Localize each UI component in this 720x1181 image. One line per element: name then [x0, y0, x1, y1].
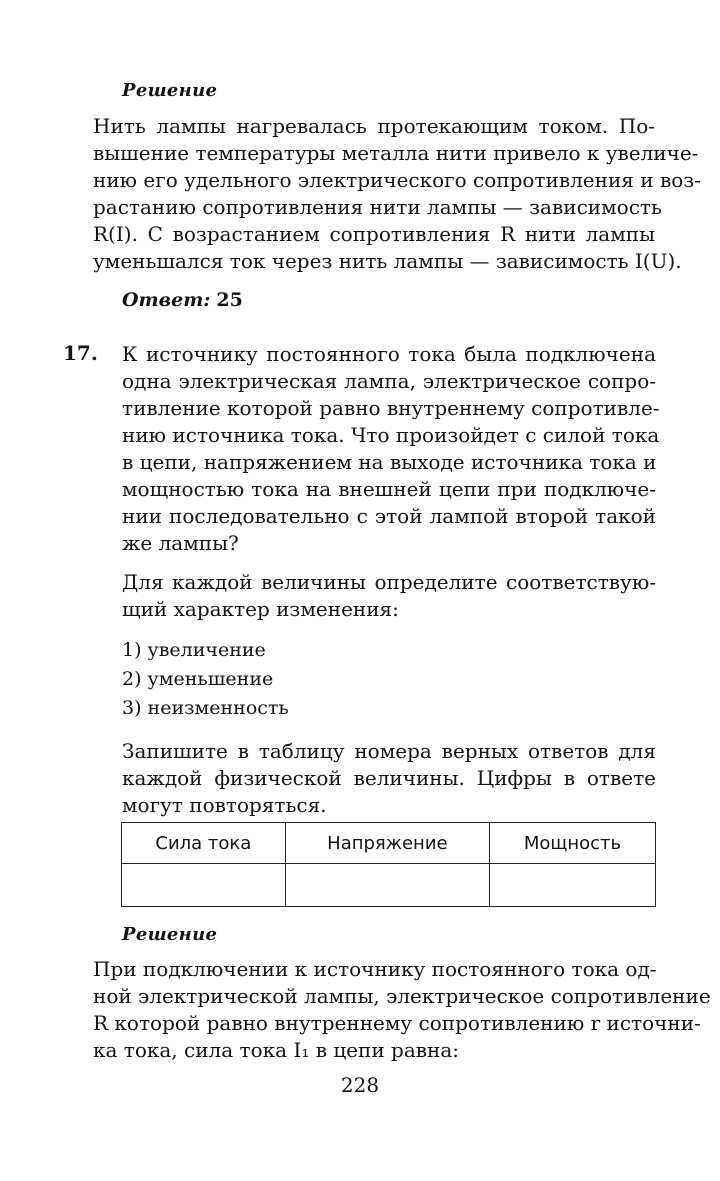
text-line: нии последовательно с этой лампой второй такой — [122, 504, 656, 528]
text-line: тивление которой равно внутреннему сопротивле- — [122, 396, 660, 420]
text-line: щий характер изменения: — [122, 597, 399, 621]
task-statement — [122, 341, 660, 557]
text-line: каждой физической величины. Цифры в ответе — [122, 766, 656, 790]
text-line: уменьшался ток через нить лампы — зависимость I(U). — [93, 249, 682, 273]
solution-paragraph-2 — [93, 956, 711, 1064]
text-line: же лампы? — [122, 531, 239, 555]
solution-paragraph — [93, 113, 701, 275]
text-line: ка тока, сила тока I₁ в цепи равна: — [93, 1038, 460, 1062]
text-line: одна электрическая лампа, электрическое сопро- — [122, 369, 656, 393]
text-line: R которой равно внутреннему сопротивлению r источни- — [93, 1011, 701, 1035]
option-item: 1) увеличение — [122, 639, 266, 661]
text-line: При подключении к источнику постоянного тока од- — [93, 957, 657, 981]
text-line: нию его удельного электрического сопротивления и воз- — [93, 168, 701, 192]
answer-cell-current[interactable] — [122, 864, 286, 907]
option-item: 3) неизменность — [122, 697, 289, 719]
text-line: в цепи, напряжением на выходе источника тока и — [122, 450, 657, 474]
table-instruction — [122, 738, 656, 819]
text-line: мощностью тока на внешней цепи при подключе- — [122, 477, 656, 501]
text-line: ной электрической лампы, электрическое сопротивление — [93, 984, 711, 1008]
task-instruction — [122, 569, 656, 623]
text-line: нию источника тока. Что произойдет с силой тока — [122, 423, 660, 447]
solution-heading: Решение — [122, 80, 218, 101]
text-line: Для каждой величины определите соответствую- — [122, 570, 656, 594]
text-line: могут повторяться. — [122, 793, 327, 817]
table-header-row — [122, 823, 656, 864]
header-voltage: Напряжение — [285, 823, 489, 864]
text-line: растанию сопротивления нити лампы — зависимость — [93, 195, 662, 219]
text-line: Запишите в таблицу номера верных ответов для — [122, 739, 656, 763]
answer-cell-voltage[interactable] — [285, 864, 489, 907]
text-line: R(I). С возрастанием сопротивления R нити лампы — [93, 222, 655, 246]
header-power: Мощность — [490, 823, 656, 864]
options-list — [122, 636, 289, 723]
text-line: К источнику постоянного тока была подключена — [122, 342, 656, 366]
answer-cell-power[interactable] — [490, 864, 656, 907]
table-answer-row — [122, 864, 656, 907]
task-number: 17. — [63, 341, 98, 365]
text-line: вышение температуры металла нити привело к увеличе- — [93, 141, 699, 165]
option-item: 2) уменьшение — [122, 668, 274, 690]
header-current: Сила тока — [122, 823, 286, 864]
solution-heading-2: Решение — [122, 924, 218, 945]
answer-label: Ответ: — [122, 289, 211, 311]
page-number: 228 — [340, 1073, 380, 1097]
answer-value: 25 — [216, 289, 243, 311]
answer-table — [121, 822, 656, 907]
answer-line — [122, 289, 243, 311]
text-line: Нить лампы нагревалась протекающим током. По- — [93, 114, 655, 138]
